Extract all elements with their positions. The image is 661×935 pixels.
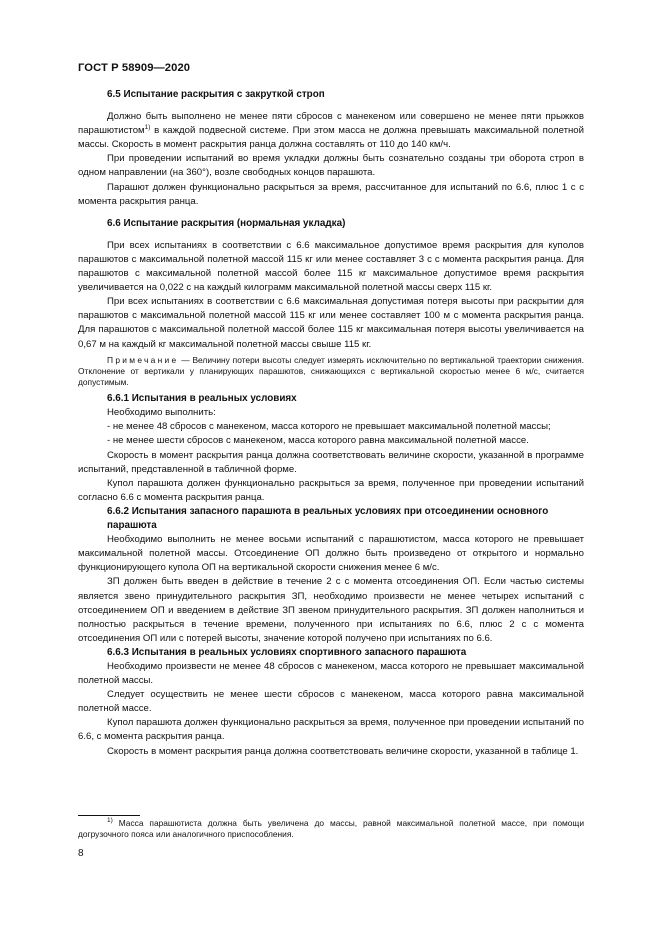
note-text: — Величину потери высоты следует измерять исключительно по вертикальной траектории снижения. Отклонение от вертикали у планирующих парашютов, снижающихся с вертикальной скоростью менее 6 м/с, считается допустимым.: [78, 354, 584, 387]
note-label: Примечание: [107, 354, 179, 365]
section-6-6-3-paragraph-4: Скорость в момент раскрытия ранца должна соответствовать величине скорости, указанной в таблице 1.: [107, 745, 579, 757]
note: [78, 355, 584, 389]
list-item: - не менее шести сбросов с манекеном, масса которого равна максимальной полетной массе.: [107, 435, 529, 447]
section-6-5-paragraph-1: [78, 110, 584, 152]
section-6-6-3-paragraph-1: Необходимо произвести не менее 48 сбросов с манекеном, масса которого не превышает максимальной полетной массы.: [78, 660, 584, 687]
section-6-6-1-title: 6.6.1 Испытания в реальных условиях: [107, 393, 297, 405]
section-6-6-paragraph-1: При всех испытаниях в соответствии с 6.6 максимальное допустимое время раскрытия для куполов парашютов с максимальной полетной массой 115 кг или менее составляет 3 с с момента раскрытия ранца. Для парашютов с максимальной полетной массой более 115 кг максимальное допустимое время раскрытия увеличивается на 0,022 с на каждый килограмм максимальной полетной массы сверх 115 кг.: [78, 239, 584, 294]
footnote-mark: 1): [107, 817, 113, 825]
section-6-6-1-paragraph-1: Скорость в момент раскрытия ранца должна соответствовать величине скорости, указанной в программе испытаний, представленной в табличной форме.: [78, 449, 584, 475]
paragraph-text: в каждой подвесной системе. При этом масса не должна превышать максимальной полетной массы. Скорость в момент раскрытия ранца должна составлять от 110 до 140 км/ч.: [78, 125, 584, 151]
footnote-reference[interactable]: 1): [144, 124, 151, 131]
paragraph-text: Должно быть выполнено не менее пяти сбросов с манекеном или совершено не менее пяти прыжков парашютистом: [78, 111, 584, 137]
document-header: ГОСТ Р 58909—2020: [78, 62, 191, 74]
footnote-divider: [78, 815, 140, 816]
section-6-5-paragraph-3: Парашют должен функционально раскрыться за время, рассчитанное для испытаний по 6.6, плюс 1 с с момента раскрытия ранца.: [78, 181, 584, 207]
section-6-6-2-paragraph-2: ЗП должен быть введен в действие в течение 2 с с момента отсоединения ОП. Если частью системы является звено принудительного раскрытия ЗП, необходимо произвести не менее четырех испытаний с отсоединением ОП и введением в действие ЗП звеном принудительного раскрытия. ЗП должен наполниться и полностью раскрыться в течение времени, полученного при испытаниях по 6.6, плюс 2 с с момента отсоединения ОП или с потерей высоты, значение которой получено при испытаниях по 6.6.: [78, 576, 584, 644]
section-6-6-3-title: 6.6.3 Испытания в реальных условиях спортивного запасного парашюта: [107, 646, 467, 658]
section-6-5-title: 6.5 Испытание раскрытия с закруткой строп: [107, 89, 325, 100]
page-body: [78, 88, 584, 759]
footnote: [78, 818, 584, 841]
section-6-5-paragraph-2: При проведении испытаний во время укладки должны быть сознательно созданы три оборота строп в одном направлении (на 360°), возле свободных концов парашюта.: [78, 153, 584, 179]
section-6-6-2-title: 6.6.2 Испытания запасного парашюта в реальных условиях при отсоединении основного парашюта: [107, 505, 549, 532]
section-6-6-3-paragraph-2: Следует осуществить не менее шести сбросов с манекеном, масса которого равна максимальной полетной массе.: [78, 689, 584, 715]
section-6-6-3-paragraph-3: Купол парашюта должен функционально раскрыться за время, полученное при проведении испытаний по 6.6, с момента раскрытия ранца.: [78, 717, 584, 743]
section-6-6-paragraph-2: При всех испытаниях в соответствии с 6.6 максимальная допустимая потеря высоты при раскрытии для парашютов с максимальной полетной массой 115 кг или менее составляет 100 м с момента раскрытия ранца. Для парашютов с максимальной полетной массой более 115 кг максимальная потеря высоты увеличивается на 0,67 м на каждый кг максимальной полетной массы свыше 115 кг.: [78, 296, 584, 350]
footnote-text: Масса парашютиста должна быть увеличена до массы, равной максимальной полетной массе, при помощи догрузочного пояса или аналогичного приспособления.: [78, 818, 584, 840]
list-item: - не менее 48 сбросов с манекеном, масса которого не превышает максимальной полетной массы;: [107, 421, 551, 433]
page-number: 8: [78, 848, 84, 859]
section-6-6-1-paragraph-2: Купол парашюта должен функционально раскрыться за время, полученное при проведении испытаний согласно 6.6 с момента раскрытия ранца.: [78, 477, 584, 503]
section-6-6-2-paragraph-1: Необходимо выполнить не менее восьми испытаний с парашютистом, масса которого не превышает максимальной полетной массы. Отсоединение ОП должно быть произведено от открытого и нормально функционирующего купола ОП на вертикальной скорости снижения менее 6 м/с.: [78, 534, 584, 574]
section-6-6-title: 6.6 Испытание раскрытия (нормальная укладка): [107, 217, 346, 229]
section-6-6-1-intro: Необходимо выполнить:: [107, 407, 216, 419]
